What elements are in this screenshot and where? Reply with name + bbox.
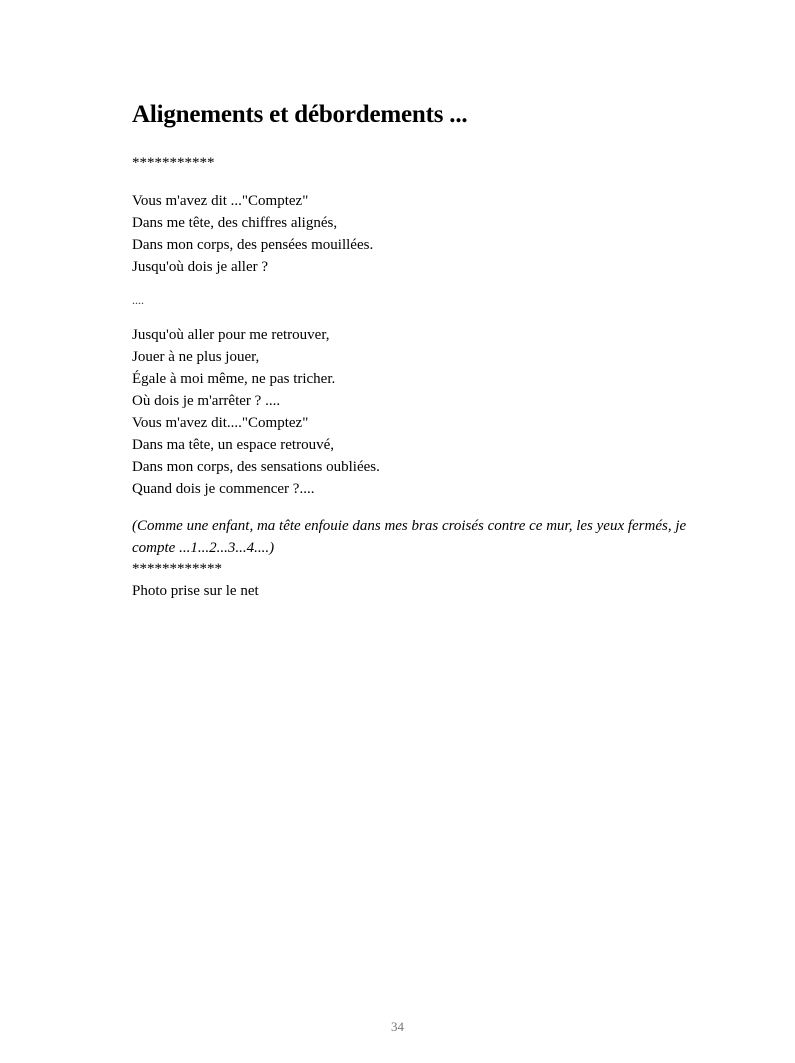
ellipsis-separator: .... xyxy=(132,293,144,307)
stanza-2 xyxy=(132,324,692,500)
verse-line: Dans mon corps, des sensations oubliées. xyxy=(132,459,380,475)
page-number: 34 xyxy=(391,1019,404,1034)
verse-line: Quand dois je commencer ?.... xyxy=(132,481,315,497)
verse-line: Égale à moi même, ne pas tricher. xyxy=(132,371,336,387)
verse-line: Où dois je m'arrêter ? .... xyxy=(132,393,281,409)
verse-line: Vous m'avez dit ..."Comptez" xyxy=(132,193,309,209)
separator-bottom: ************ xyxy=(132,561,222,577)
verse-line: Dans mon corps, des pensées mouillées. xyxy=(132,237,374,253)
verse-line: Jusqu'où dois je aller ? xyxy=(132,259,269,275)
verse-line: Dans ma tête, un espace retrouvé, xyxy=(132,437,334,453)
verse-line: Jusqu'où aller pour me retrouver, xyxy=(132,327,330,343)
stanza-1 xyxy=(132,190,692,278)
italic-note: (Comme une enfant, ma tête enfouie dans mes bras croisés contre ce mur, les yeux fermés, je compte ...1...2...3...4....) xyxy=(132,518,687,556)
verse-line: Vous m'avez dit...."Comptez" xyxy=(132,415,309,431)
verse-line: Dans me tête, des chiffres alignés, xyxy=(132,215,338,231)
page-title: Alignements et débordements ... xyxy=(132,101,468,128)
verse-line: Jouer à ne plus jouer, xyxy=(132,349,260,365)
separator-top: *********** xyxy=(132,155,215,171)
page-content xyxy=(132,100,692,603)
photo-credit: Photo prise sur le net xyxy=(132,583,259,599)
